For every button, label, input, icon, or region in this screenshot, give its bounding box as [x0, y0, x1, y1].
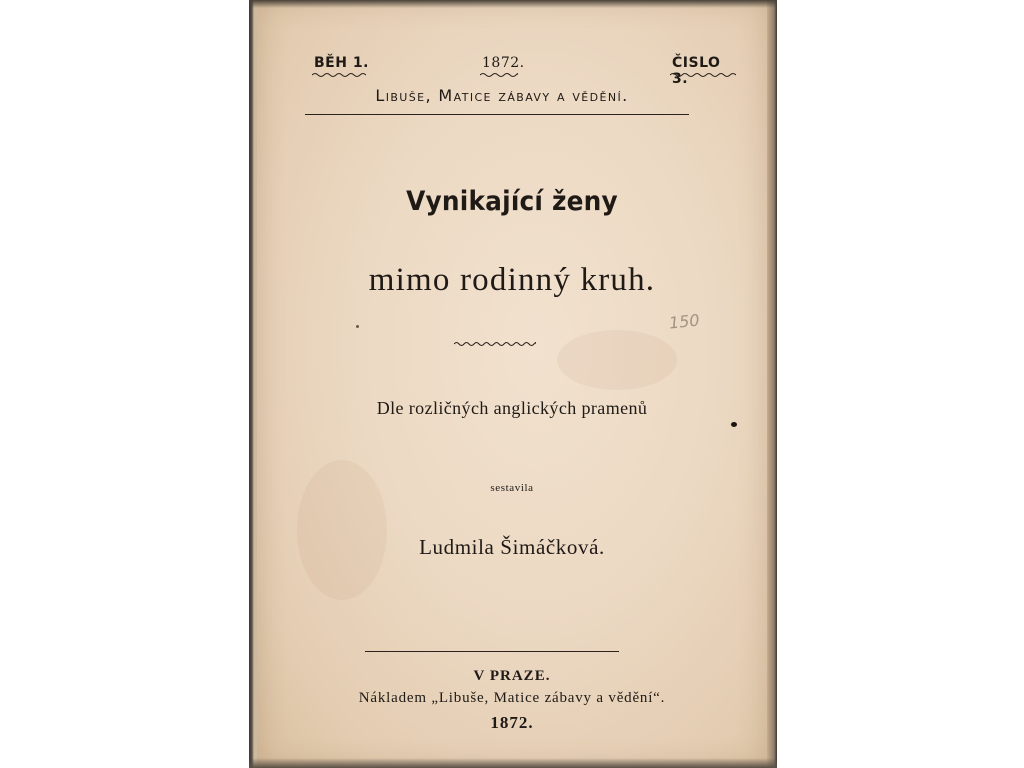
- page-edge-shadow: [767, 0, 777, 768]
- header-line: [304, 55, 721, 87]
- squiggle-ornament: [670, 72, 736, 78]
- header-year: 1872.: [482, 55, 525, 71]
- handwritten-pencil-note: 150: [668, 310, 701, 333]
- imprint-place: V PRAZE.: [473, 668, 551, 684]
- imprint-rule: [365, 651, 619, 652]
- subtitle: Dle rozličných anglických pramenů: [376, 398, 648, 418]
- series-title: Libuše, Matice zábavy a vědění.: [375, 86, 629, 105]
- bottom-edge-shadow: [249, 758, 777, 768]
- main-title-line2: mimo rodinný kruh.: [368, 262, 656, 298]
- paper-stain: [297, 460, 387, 600]
- main-title: Vynikající ženy: [406, 186, 618, 217]
- ink-speck: [731, 422, 737, 427]
- squiggle-ornament: [480, 72, 518, 78]
- ink-speck: [356, 325, 359, 328]
- imprint-year: 1872.: [490, 713, 534, 732]
- title-divider-ornament: [454, 341, 536, 347]
- compiled-by-label: sestavila: [490, 482, 534, 494]
- header-rule: [305, 114, 689, 115]
- author-name: Ludmila Šimáčková.: [419, 535, 605, 559]
- volume-number: BĚH 1.: [314, 55, 369, 71]
- title-page: [257, 0, 767, 768]
- top-edge-shadow: [249, 0, 777, 8]
- imprint-publisher: Nákladem „Libuše, Matice zábavy a vědění“.: [358, 690, 666, 706]
- squiggle-ornament: [312, 72, 366, 78]
- issue-number: ČISLO 3.: [672, 55, 721, 87]
- paper-stain: [557, 330, 677, 390]
